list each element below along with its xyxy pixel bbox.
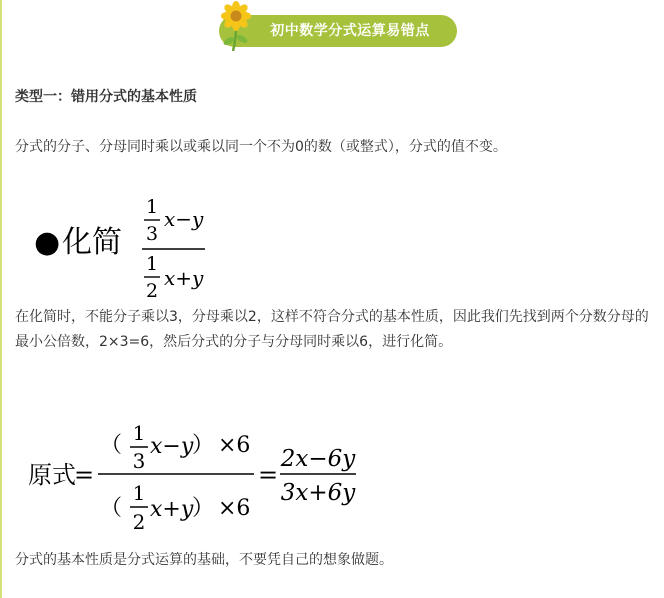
numerator-coef-den: 3 [145,223,159,245]
den-open-paren: （ [100,496,123,521]
den-coef-num: 1 [132,481,146,505]
numerator-coef-num: 1 [145,196,159,218]
rule-statement: 分式的分子、分母同时乘以或乘以同一个不为0的数（或整式），分式的值不变。 [15,139,507,155]
num-close-paren: ） [192,433,215,458]
result-denominator: 3x+6y [280,480,356,506]
num-coef-den: 3 [132,449,146,473]
num-times-six: ×6 [218,433,251,458]
den-rest: x+y [150,497,194,522]
result-numerator: 2x−6y [280,446,356,472]
denominator-coef-num: 1 [145,253,159,275]
explanation-text: 在化简时，不能分子乘以3，分母乘以2，这样不符合分式的基本性质，因此我们先找到两个分数分母的最小公倍数，2×3=6，然后分式的分子与分母同时乘以6，进行化简。 [15,309,649,350]
den-times-six: ×6 [218,496,251,521]
den-coef-den: 2 [132,510,146,534]
bullet: ● [34,225,61,260]
num-coef-num: 1 [132,421,146,445]
num-rest: x−y [150,434,194,459]
simplify-label: 化简 [62,225,122,260]
denominator-coef-den: 2 [145,280,159,300]
den-close-paren: ） [192,496,215,521]
section-heading: 类型一：错用分式的基本性质 [15,89,197,105]
solution-label: 原式 [28,461,76,489]
equals-2: = [258,461,279,489]
denominator-rest: x+y [164,266,204,290]
equals-1: = [74,461,95,489]
banner-title: 初中数学分式运算易错点 [270,23,430,39]
conclusion-text: 分式的基本性质是分式运算的基础，不要凭自己的想象做题。 [15,552,393,568]
num-open-paren: （ [100,433,123,458]
numerator-rest: x−y [164,207,204,231]
